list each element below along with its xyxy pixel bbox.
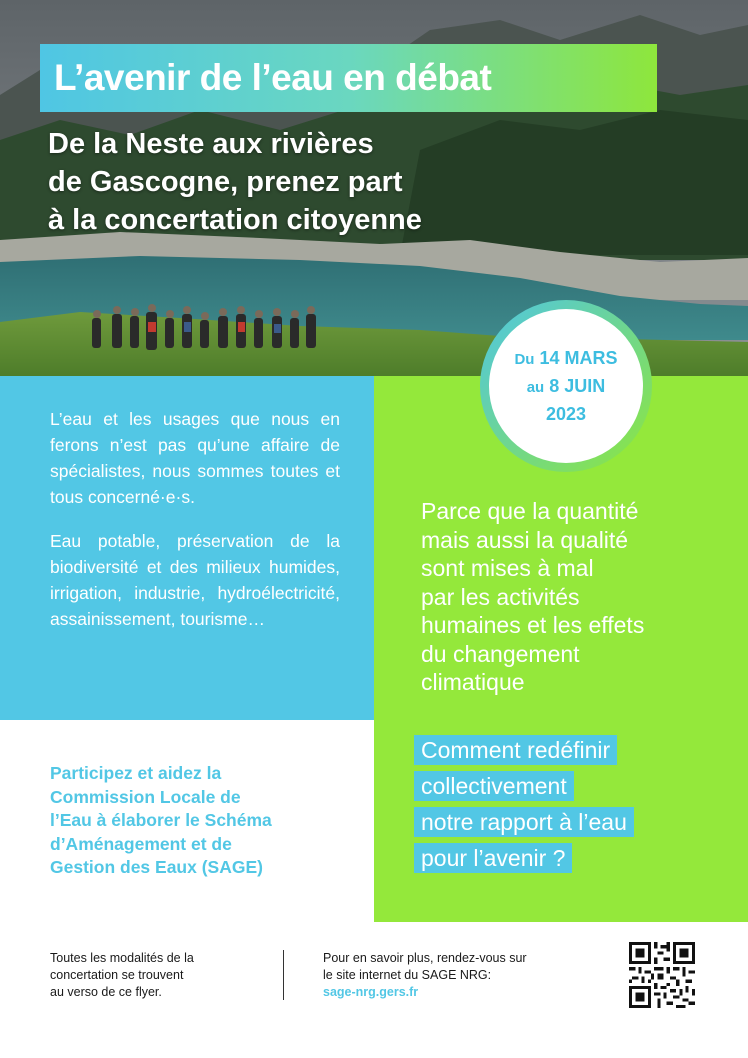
subtitle-line: à la concertation citoyenne [48,204,422,236]
subtitle-line: de Gascogne, prenez part [48,166,403,198]
participate-line: l’Eau à élaborer le Schéma [50,810,272,830]
question-line: Comment redéfinir [414,735,617,765]
footer-note-line: concertation se trouvent [50,968,184,982]
website-link[interactable]: sage-nrg.gers.fr [323,985,419,999]
usages-paragraph: Eau potable, préservation de la biodiversité et des milieux humides, irrigation, industrie, hydroélectricité, assainissement, tourisme… [50,531,340,629]
qr-code-icon[interactable] [629,942,695,1008]
info-panel [0,376,374,720]
participate-line: d’Aménagement et de [50,833,232,854]
participate-line: Gestion des Eaux (SAGE) [50,857,263,877]
intro-paragraph: L’eau et les usages que nous en ferons n’est pas qu’une affaire de spécialistes, nous sommes toutes et tous concerné·e·s. [50,409,340,507]
participate-text [50,762,360,880]
date-badge [480,300,652,472]
footer-info-line: Pour en savoir plus, rendez-vous sur [323,951,527,965]
question-line: pour l’avenir ? [414,843,572,873]
reason-line: climatique [421,669,525,695]
page-title: L’avenir de l’eau en débat [54,57,492,98]
reason-line: humaines et les effets [421,612,645,638]
question-line: notre rapport à l’eau [414,807,634,837]
question-line: collectivement [414,771,574,801]
subtitle-line: De la Neste aux rivières [48,128,374,160]
date-year: 2023 [545,404,587,424]
footer-note-line: Toutes les modalités de la [50,951,194,965]
date-end [527,373,606,401]
date-badge-inner [489,309,643,463]
question-block [414,735,744,879]
participate-line: Commission Locale de [50,786,241,807]
date-start-value: 14 MARS [539,348,618,368]
date-start-prefix: Du [514,351,535,368]
reason-line: du changement [421,640,580,667]
footer-note [50,950,270,1001]
reason-line: Parce que la quantité [421,498,639,524]
subtitle [48,125,608,239]
qr-code-graphic [629,942,695,1008]
footer-info-line: le site internet du SAGE NRG: [323,968,492,982]
reason-line: sont mises à mal [421,555,594,581]
title-banner [40,44,657,112]
reason-line: par les activités [421,583,580,610]
participate-line: Participez et aidez la [50,763,222,783]
reason-text [421,497,731,697]
reason-line: mais aussi la qualité [421,526,629,553]
date-start [514,345,617,373]
footer-divider [283,950,284,1000]
footer-note-line: au verso de ce flyer. [50,985,162,999]
date-end-value: 8 JUIN [549,376,606,396]
date-end-prefix: au [526,379,545,396]
footer-info [323,950,603,1001]
